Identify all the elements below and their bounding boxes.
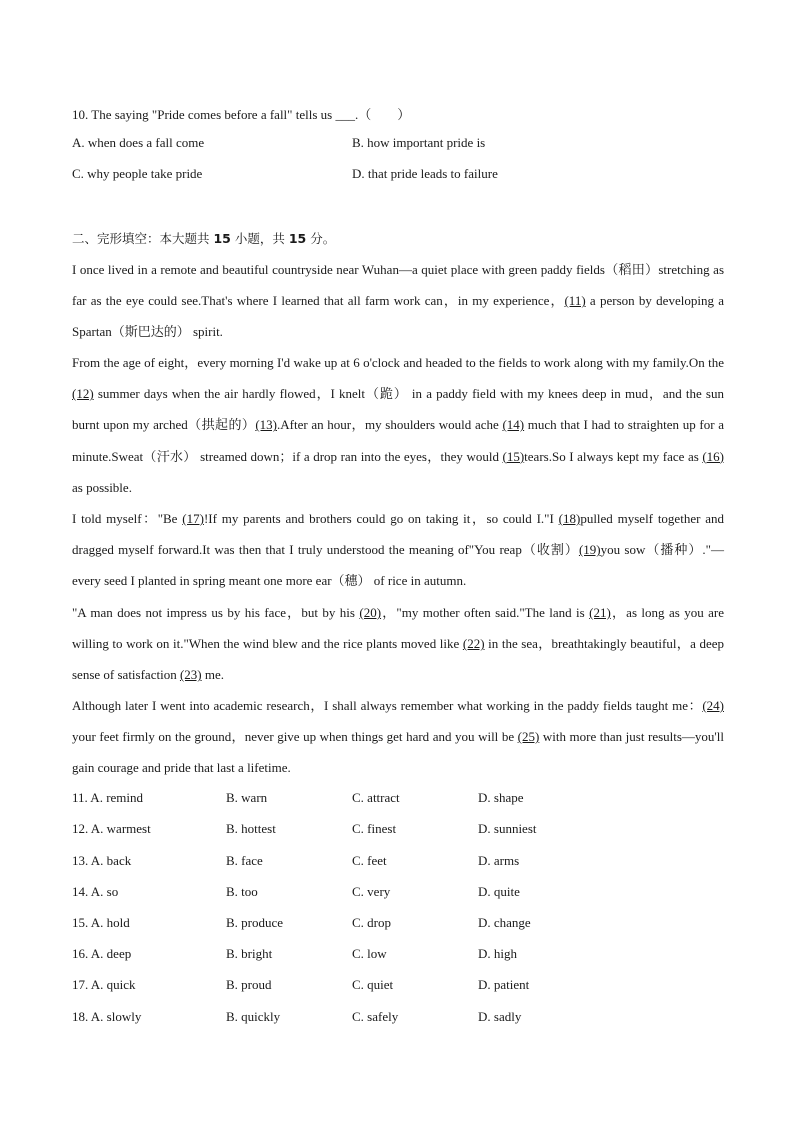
heading-prefix: 二、完形填空：本大题共: [72, 231, 214, 246]
passage-text: me.: [201, 667, 225, 683]
blank-13: (13): [255, 417, 277, 433]
passage-text: I once lived in a remote and beautiful countryside near Wuhan—a quiet place with green paddy fields（稻田）stretching as far as the eye could see.That's where I learned that all farm work can，in my experience，: [72, 262, 724, 309]
passage-text: From the age of eight，every morning I'd wake up at 6 o'clock and headed to the fields to work along with my family.On the: [72, 355, 724, 370]
passage-text: in the sea，breathtakingly beautiful，a deep sense of satisfaction: [72, 636, 724, 683]
passage-paragraph-1: [72, 254, 724, 348]
q17-option-a: 17. A. quick: [72, 977, 136, 992]
q15-option-d: D. change: [478, 915, 531, 930]
blank-18: (18): [558, 511, 581, 526]
passage-text: with more than just results—you'll gain courage and pride that last a lifetime.: [72, 729, 724, 776]
passage-paragraph-5: [72, 690, 724, 784]
q11-option-c: C. attract: [352, 790, 400, 805]
q13-option-d: D. arms: [478, 853, 520, 868]
q12-option-b: B. hottest: [226, 821, 276, 836]
passage-text: a person by developing a Spartan（斯巴达的） spirit.: [72, 293, 724, 340]
blank-16: (16): [702, 448, 724, 464]
q12-option-d: D. sunniest: [478, 821, 537, 836]
q10-option-c: C. why people take pride: [72, 166, 203, 181]
q15-option-c: C. drop: [352, 915, 391, 930]
heading-question-count: 15: [213, 231, 231, 246]
blank-11: (11): [564, 293, 586, 309]
q13-option-c: C. feet: [352, 853, 387, 868]
passage-text: much that I had to straighten up for a minute.Sweat（汗水） streamed down；if a drop ran into the eyes，they would: [72, 417, 725, 464]
blank-21: (21): [589, 605, 611, 620]
passage-text: summer days when the air hardly flowed，I knelt（跪） in a paddy field with my knees deep in mud，and the sun burnt upon my arched（拱起的）: [72, 386, 724, 433]
q11-option-a: 11. A. remind: [72, 790, 144, 805]
blank-19: (19): [578, 542, 601, 558]
passage-paragraph-3: [72, 503, 724, 597]
q10-stem: 10. The saying "Pride comes before a fall" tells us ___.（ ）: [72, 107, 411, 122]
q15-option-b: B. produce: [226, 915, 284, 930]
passage-text: as possible.: [72, 479, 132, 495]
blank-15: (15): [502, 448, 525, 464]
q11-option-b: B. warn: [226, 790, 268, 805]
q14-option-d: D. quite: [478, 884, 520, 899]
blank-14: (14): [502, 417, 525, 433]
blank-12: (12): [72, 386, 94, 402]
q17-option-d: D. patient: [478, 977, 530, 992]
q17-option-c: C. quiet: [352, 977, 394, 992]
q17-option-b: B. proud: [226, 977, 272, 992]
passage-text: your feet firmly on the ground，never give up when things get hard and you will be: [72, 729, 518, 745]
blank-20: (20): [359, 605, 382, 620]
heading-suffix: 分。: [306, 231, 336, 246]
passage-text: I told myself："Be: [72, 511, 183, 526]
q12-option-c: C. finest: [352, 821, 397, 836]
blank-17: (17): [182, 511, 204, 526]
q18-option-a: 18. A. slowly: [72, 1009, 142, 1024]
q18-option-d: D. sadly: [478, 1009, 522, 1024]
passage-text: ，"my mother often said."The land is: [381, 605, 590, 620]
q12-option-a: 12. A. warmest: [72, 821, 151, 836]
passage-text: tears.So I always kept my face as: [524, 448, 703, 464]
blank-22: (22): [462, 636, 485, 652]
q10-option-a: A. when does a fall come: [72, 135, 205, 150]
passage-text: you sow（播种）."—every seed I planted in spring meant one more ear（穗） of rice in autumn.: [72, 542, 724, 589]
q13-option-b: B. face: [226, 853, 263, 868]
q10-option-d: D. that pride leads to failure: [352, 166, 498, 181]
passage-text: ，as long as you are willing to work on it."When the wind blew and the rice plants moved like: [72, 605, 724, 652]
q13-option-a: 13. A. back: [72, 853, 132, 868]
passage-text: pulled myself together and dragged myself forward.It was then that I truly understood the meaning of"You reap（收割）: [72, 511, 724, 558]
q18-option-c: C. safely: [352, 1009, 399, 1024]
blank-25: (25): [517, 729, 540, 745]
q16-option-d: D. high: [478, 946, 517, 961]
section-heading: [72, 229, 335, 247]
q14-option-a: 14. A. so: [72, 884, 119, 899]
q11-option-d: D. shape: [478, 790, 524, 805]
q16-option-a: 16. A. deep: [72, 946, 132, 961]
passage-text: !If my parents and brothers could go on taking it，so could I."I: [203, 511, 559, 526]
q16-option-b: B. bright: [226, 946, 273, 961]
q18-option-b: B. quickly: [226, 1009, 281, 1024]
passage-text: .After an hour，my shoulders would ache: [276, 417, 503, 433]
q10-option-b: B. how important pride is: [352, 135, 486, 150]
passage-text: "A man does not impress us by his face，but by his: [72, 605, 360, 620]
blank-24: (24): [702, 698, 724, 713]
q14-option-b: B. too: [226, 884, 258, 899]
blank-23: (23): [179, 667, 202, 683]
passage-paragraph-2: [72, 347, 724, 503]
q15-option-a: 15. A. hold: [72, 915, 130, 930]
q14-option-c: C. very: [352, 884, 391, 899]
passage-paragraph-4: [72, 597, 724, 691]
passage-text: Although later I went into academic research，I shall always remember what working in the paddy fields taught me：: [72, 698, 703, 713]
heading-mid: 小题，共: [230, 231, 289, 246]
heading-score: 15: [288, 231, 307, 246]
q16-option-c: C. low: [352, 946, 387, 961]
